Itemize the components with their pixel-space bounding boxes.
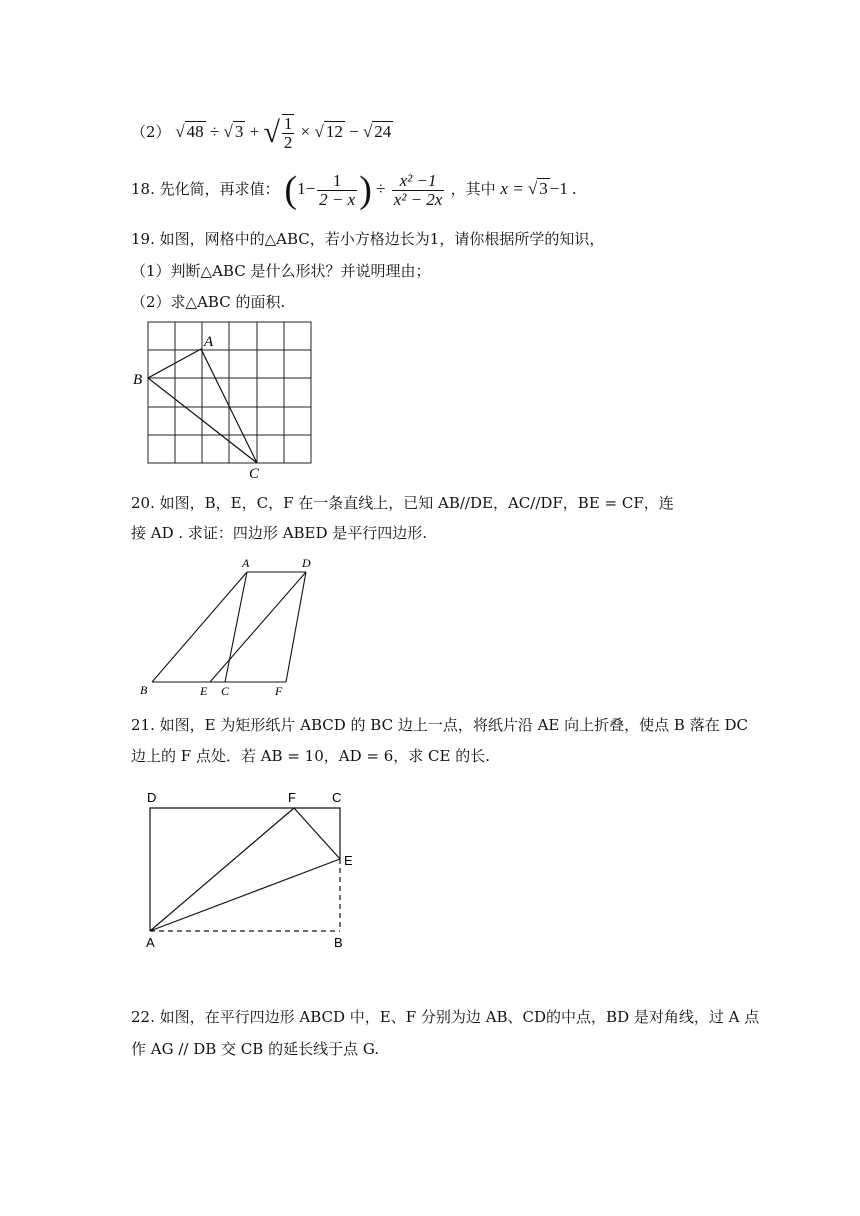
- label-c: C: [332, 790, 342, 805]
- radicand-24: 24: [374, 121, 392, 141]
- q22-line1: 22. 如图，在平行四边形 ABCD 中，E、F 分别为边 AB、CD的中点，BD 是对角线，过 A 点: [131, 1008, 760, 1026]
- segment-ae: [150, 859, 340, 931]
- q19-part2: （2）求△ABC 的面积.: [131, 293, 286, 311]
- one-minus: 1−: [297, 178, 316, 198]
- radicand-48: 48: [186, 121, 204, 141]
- label-c: C: [221, 684, 230, 698]
- label-e: E: [344, 853, 353, 868]
- q22-line2: 作 AG // DB 交 CB 的延长线于点 G.: [131, 1040, 380, 1058]
- label-f: F: [275, 684, 283, 698]
- times-sign: ×: [300, 121, 311, 141]
- segment-af: [150, 808, 294, 931]
- q18-x-value: x = √ 3 −1 .: [500, 178, 577, 198]
- label-c: C: [249, 466, 260, 482]
- div-sign: ÷: [209, 121, 220, 141]
- half-denominator: 2: [283, 133, 293, 152]
- label-f: F: [288, 790, 296, 805]
- minus-sign: −: [349, 121, 359, 141]
- label-b: B: [140, 683, 148, 697]
- q20-line2: 接 AD . 求证：四边形 ABED 是平行四边形.: [131, 524, 428, 542]
- q17-expression: √ 48 ÷ √ 3 + √ $\frac{1}{2}$ × √ 12 − √ 24: [175, 114, 392, 152]
- frac2-denominator: x² − 2x: [393, 189, 443, 209]
- q19-part1: （1）判断△ABC 是什么形状？并说明理由；: [131, 262, 431, 280]
- div-sign: ÷: [376, 178, 386, 198]
- segment-fe: [294, 808, 340, 859]
- label-a: A: [242, 556, 250, 570]
- label-d: D: [302, 556, 311, 570]
- q18-expression: (1− $\frac{1}{2 - x}$ ) ÷ $\frac{\text{x² −1}}{\text{x² − 2x}}$: [284, 169, 443, 211]
- label-a: A: [204, 334, 214, 350]
- q18-prefix: 18. 先化简，再求值：: [131, 179, 280, 198]
- frac1-numerator: 1: [317, 172, 357, 191]
- frac2-numerator: x² −1: [392, 172, 445, 191]
- plus-sign: +: [249, 121, 260, 141]
- label-b: B: [334, 935, 343, 950]
- q21-line1: 21. 如图，E 为矩形纸片 ABCD 的 BC 边上一点，将纸片沿 AE 向上折叠，使点 B 落在 DC: [131, 716, 748, 734]
- q20-line1: 20. 如图，B，E，C，F 在一条直线上，已知 AB//DE，AC//DF，BE = CF，连: [131, 494, 674, 512]
- q19-stem: 19. 如图，网格中的△ABC，若小方格边长为1，请你根据所学的知识，: [131, 230, 605, 248]
- q21-line2: 边上的 F 点处．若 AB = 10，AD = 6，求 CE 的长.: [131, 747, 490, 765]
- q18-where: ，其中: [450, 179, 496, 198]
- frac1-denominator: 2 − x: [319, 189, 356, 209]
- half-numerator: 1: [283, 114, 293, 133]
- radicand-12: 12: [325, 121, 343, 141]
- label-d: D: [147, 790, 157, 805]
- label-b: B: [133, 372, 143, 388]
- q17-part2-label: （2）: [131, 122, 171, 141]
- label-e: E: [200, 684, 208, 698]
- label-a: A: [146, 935, 155, 950]
- radicand-3: 3: [234, 121, 244, 141]
